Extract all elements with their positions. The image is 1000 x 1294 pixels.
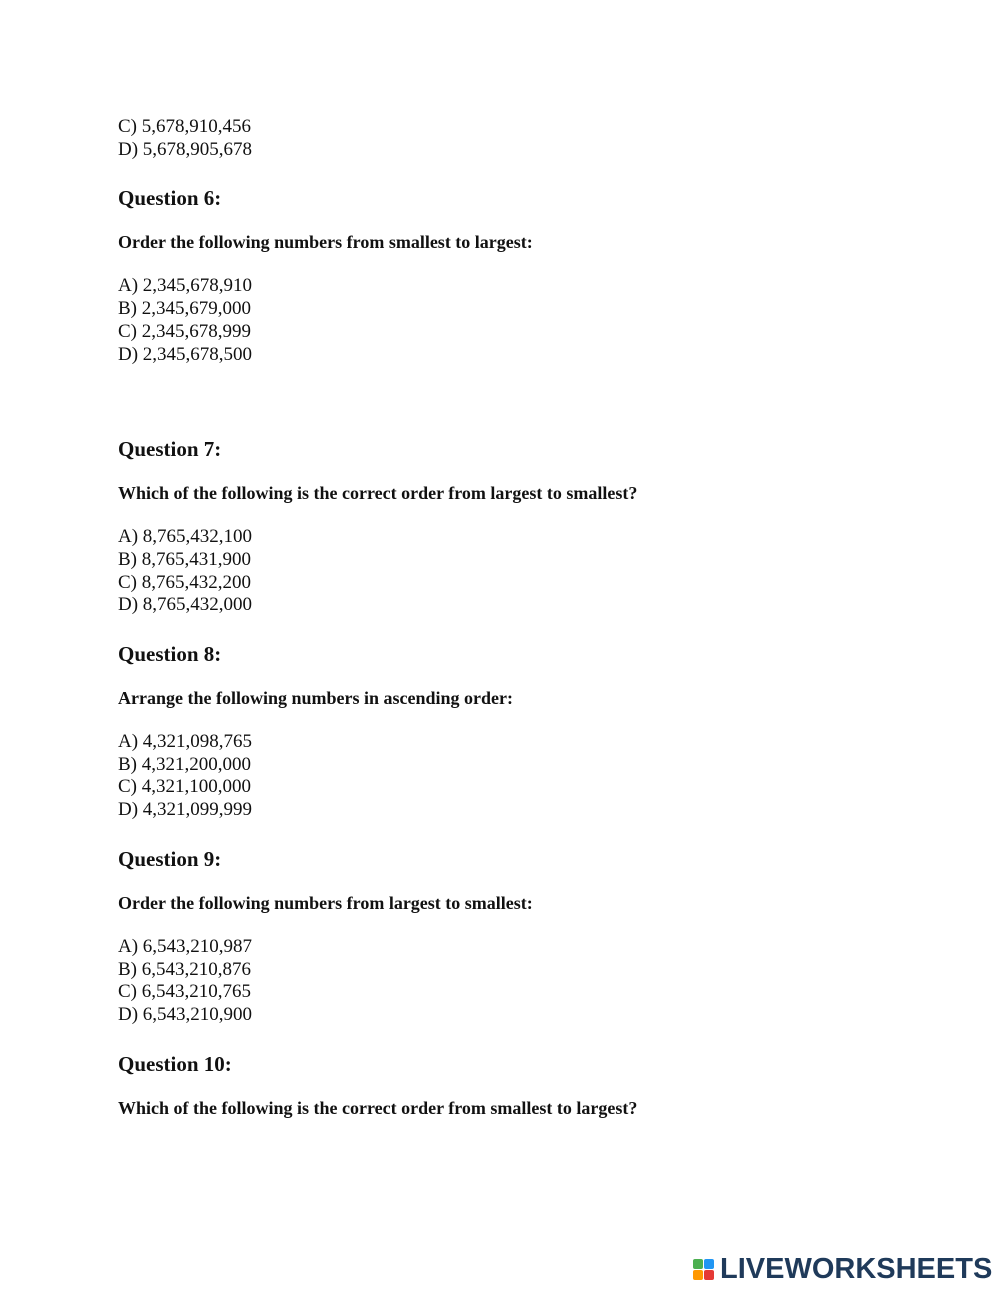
option-d: D) 6,543,210,900 [118, 1003, 253, 1025]
question-prompt: Arrange the following numbers in ascending order: [118, 688, 513, 709]
option-a: A) 6,543,210,987 [118, 935, 253, 957]
question-10 [118, 1051, 878, 1119]
answer-options [118, 731, 878, 822]
question-6 [118, 185, 878, 366]
question-prompt: Order the following numbers from smallest to largest: [118, 232, 533, 253]
logo-text: LIVEWORKSHEETS [720, 1253, 993, 1285]
logo-tile [704, 1259, 714, 1269]
question-prompt: Which of the following is the correct order from largest to smallest? [118, 483, 638, 504]
option-c: C) 2,345,678,999 [118, 320, 251, 342]
logo-tile [693, 1270, 703, 1280]
answer-options [118, 526, 878, 617]
question-prompt: Order the following numbers from largest to smallest: [118, 892, 533, 913]
question-title: Question 8: [118, 642, 222, 667]
question-title: Question 9: [118, 846, 222, 871]
option-b: B) 8,765,431,900 [118, 548, 251, 570]
question-9 [118, 846, 878, 1027]
option-d: D) 5,678,905,678 [118, 138, 253, 160]
question-8 [118, 641, 878, 822]
question-title: Question 10: [118, 1051, 232, 1076]
question-title: Question 6: [118, 186, 222, 211]
question-title: Question 7: [118, 437, 222, 462]
answer-options [118, 936, 878, 1027]
question-prompt: Which of the following is the correct order from smallest to largest? [118, 1097, 638, 1118]
option-a: A) 8,765,432,100 [118, 526, 253, 548]
logo-tile [704, 1270, 714, 1280]
option-c: C) 5,678,910,456 [118, 116, 251, 137]
option-d: D) 8,765,432,000 [118, 594, 253, 616]
liveworksheets-logo-icon [693, 1259, 714, 1280]
option-d: D) 4,321,099,999 [118, 799, 253, 821]
option-c: C) 6,543,210,765 [118, 981, 251, 1003]
option-b: B) 2,345,679,000 [118, 298, 251, 320]
answer-options [118, 275, 878, 366]
option-b: B) 4,321,200,000 [118, 753, 251, 775]
option-c: C) 8,765,432,200 [118, 571, 251, 593]
option-c: C) 4,321,100,000 [118, 776, 251, 798]
carryover-options [118, 116, 878, 161]
liveworksheets-logo [693, 1254, 992, 1284]
logo-tile [693, 1259, 703, 1269]
option-a: A) 4,321,098,765 [118, 731, 253, 753]
question-7 [118, 436, 878, 617]
worksheet-page [118, 116, 878, 1119]
option-a: A) 2,345,678,910 [118, 275, 253, 297]
option-b: B) 6,543,210,876 [118, 958, 251, 980]
option-d: D) 2,345,678,500 [118, 343, 253, 365]
